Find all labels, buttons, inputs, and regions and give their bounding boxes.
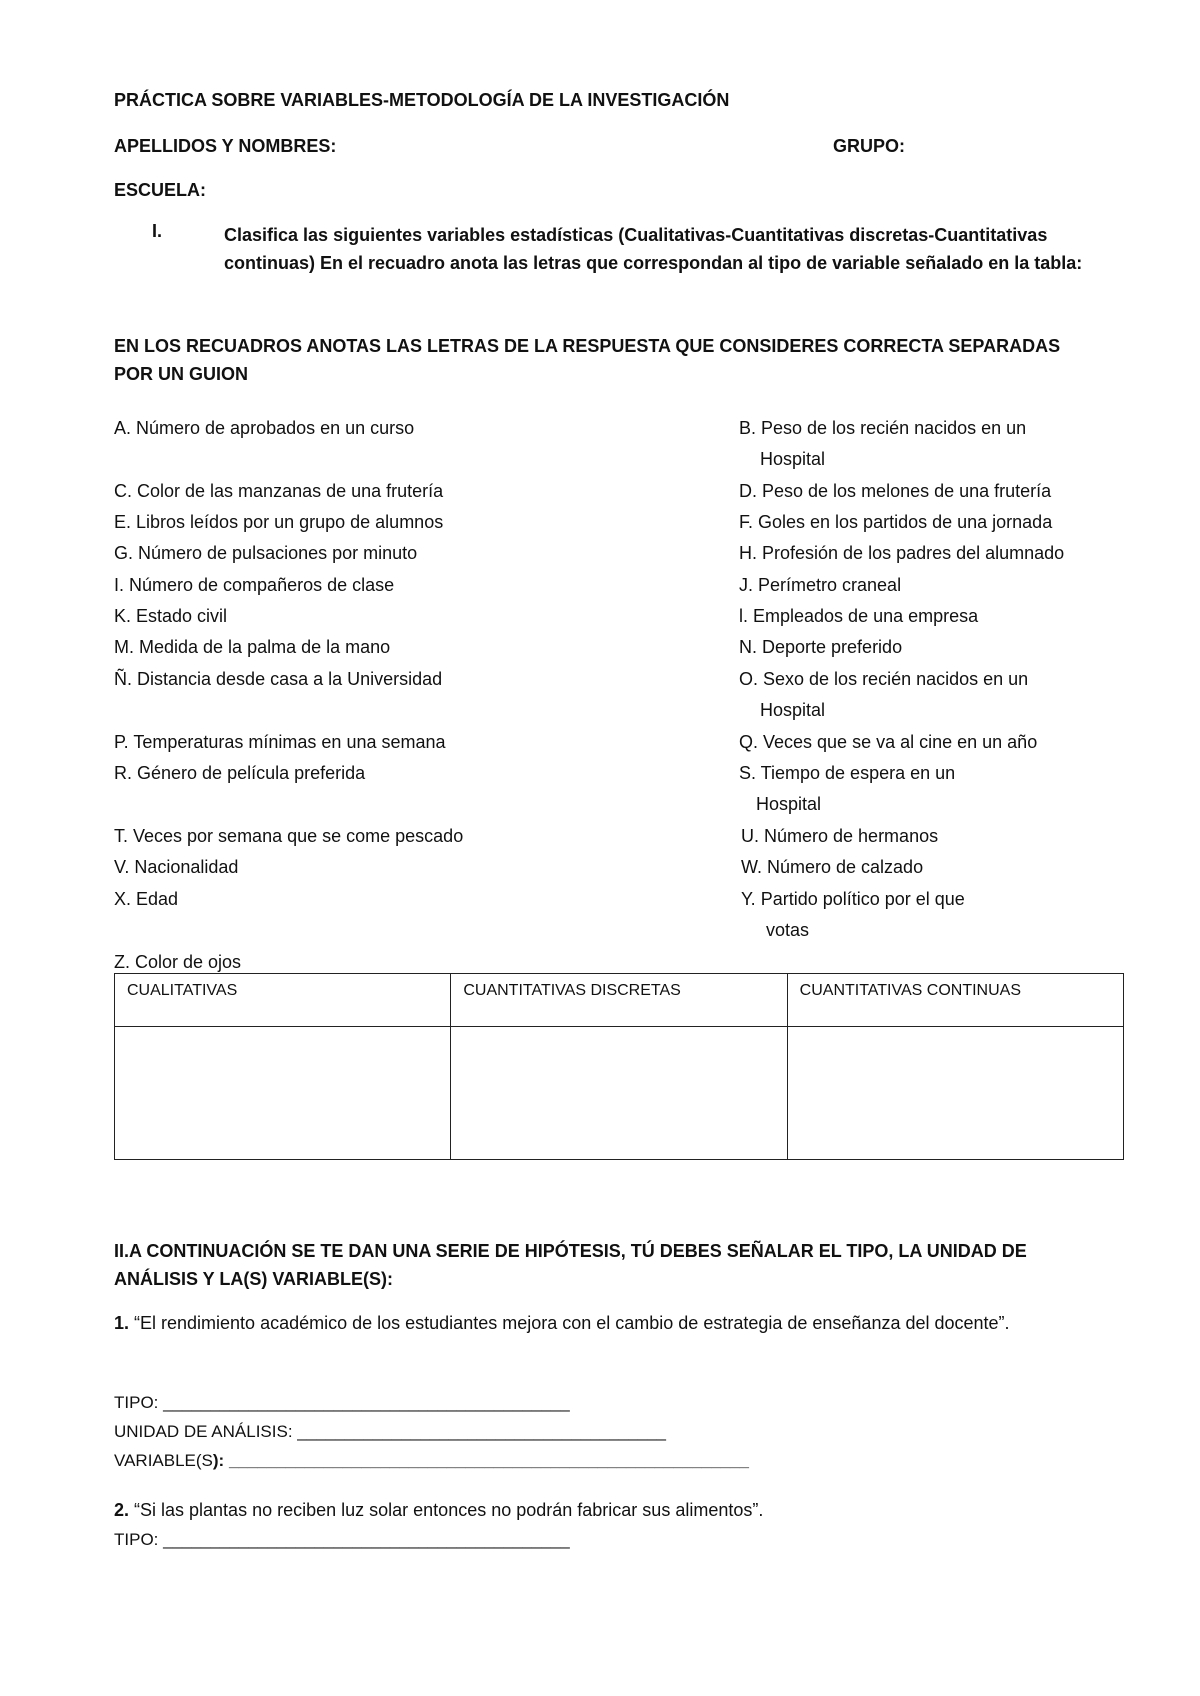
variable-label-close: ):: [212, 1451, 225, 1470]
worksheet-title: PRÁCTICA SOBRE VARIABLES-METODOLOGÍA DE LA INVESTIGACIÓN: [114, 90, 730, 110]
answer-cell-continuas[interactable]: [787, 1027, 1123, 1160]
hypothesis-2-number: 2.: [114, 1500, 130, 1520]
variable-z: Z. Color de ojos: [114, 952, 242, 972]
variable-j: J. Perímetro craneal: [739, 575, 902, 595]
header-cuantitativas-continuas: CUANTITATIVAS CONTINUAS: [787, 974, 1123, 1027]
variable-u: U. Número de hermanos: [741, 826, 939, 846]
variable-e: E. Libros leídos por un grupo de alumnos: [114, 512, 444, 532]
variable-r: R. Género de película preferida: [114, 763, 366, 783]
header-cuantitativas-discretas: CUANTITATIVAS DISCRETAS: [451, 974, 787, 1027]
tipo-label: TIPO:: [114, 1393, 164, 1412]
variable-q: Q. Veces que se va al cine en un año: [739, 732, 1038, 752]
section1-numeral: I.: [152, 221, 163, 241]
variable-b: B. Peso de los recién nacidos en un: [739, 418, 1027, 438]
section1-instructions: Clasifica las siguientes variables estadísticas (Cualitativas-Cuantitativas discretas-Cuantitativas continuas) En el recuadro anota las letras que correspondan al tipo de variable señalado en la tabla:: [224, 225, 1083, 273]
answer-cell-cualitativas[interactable]: [115, 1027, 451, 1160]
variable-k: K. Estado civil: [114, 606, 228, 626]
hypothesis-2: [114, 1496, 1104, 1525]
variable-m: M. Medida de la palma de la mano: [114, 637, 391, 657]
variable-g: G. Número de pulsaciones por minuto: [114, 543, 418, 563]
tipo-field-1[interactable]: [114, 1393, 570, 1413]
variable-x: X. Edad: [114, 889, 179, 909]
variable-label: VARIABLE(S: [114, 1451, 213, 1470]
school-label: ESCUELA:: [114, 180, 207, 200]
variable-o: O. Sexo de los recién nacidos en un: [739, 669, 1029, 689]
tipo2-blank[interactable]: ___________________________________________: [163, 1530, 570, 1549]
variable-p: P. Temperaturas mínimas en una semana: [114, 732, 446, 752]
variable-h: H. Profesión de los padres del alumnado: [739, 543, 1065, 563]
variable-t: T. Veces por semana que se come pescado: [114, 826, 464, 846]
hypothesis-1: [114, 1309, 1104, 1338]
hypothesis-1-number: 1.: [114, 1313, 130, 1333]
name-label: APELLIDOS Y NOMBRES:: [114, 136, 337, 156]
variable-o-cont: Hospital: [760, 700, 826, 720]
hypothesis-2-text: “Si las plantas no reciben luz solar entonces no podrán fabricar sus alimentos”.: [129, 1500, 764, 1520]
variable-w: W. Número de calzado: [741, 857, 924, 877]
hypothesis-1-text: “El rendimiento académico de los estudiantes mejora con el cambio de estrategia de enseñanza del docente”.: [129, 1313, 1010, 1333]
variable-s-cont: Hospital: [756, 794, 822, 814]
variable-blank[interactable]: _______________________________________________________: [224, 1451, 749, 1470]
variable-n: N. Deporte preferido: [739, 637, 903, 657]
group-label: GRUPO:: [833, 136, 905, 156]
variable-field[interactable]: [114, 1451, 749, 1471]
variable-enye: Ñ. Distancia desde casa a la Universidad: [114, 669, 443, 689]
variable-b-cont: Hospital: [760, 449, 826, 469]
answer-cell-discretas[interactable]: [451, 1027, 787, 1160]
variable-c: C. Color de las manzanas de una frutería: [114, 481, 444, 501]
variable-y-cont: votas: [766, 920, 810, 940]
variable-a: A. Número de aprobados en un curso: [114, 418, 415, 438]
variable-i: I. Número de compañeros de clase: [114, 575, 395, 595]
variable-l: l. Empleados de una empresa: [739, 606, 979, 626]
header-cualitativas: CUALITATIVAS: [115, 974, 451, 1027]
tipo2-label: TIPO:: [114, 1530, 164, 1549]
unidad-label: UNIDAD DE ANÁLISIS:: [114, 1422, 298, 1441]
answer-instruction: EN LOS RECUADROS ANOTAS LAS LETRAS DE LA RESPUESTA QUE CONSIDERES CORRECTA SEPARADAS POR UN GUION: [114, 336, 1061, 384]
variable-d: D. Peso de los melones de una frutería: [739, 481, 1052, 501]
variable-v: V. Nacionalidad: [114, 857, 239, 877]
unidad-blank[interactable]: _______________________________________: [297, 1422, 667, 1441]
section2-heading: II.A CONTINUACIÓN SE TE DAN UNA SERIE DE HIPÓTESIS, TÚ DEBES SEÑALAR EL TIPO, LA UNIDAD DE ANÁLISIS Y LA(S) VARIABLE(S):: [114, 1241, 1027, 1289]
classification-table: [114, 973, 1124, 1160]
tipo-blank[interactable]: ___________________________________________: [163, 1393, 570, 1412]
unidad-field[interactable]: [114, 1422, 666, 1442]
tipo-field-2[interactable]: [114, 1530, 570, 1550]
variable-y: Y. Partido político por el que: [741, 889, 965, 909]
variable-f: F. Goles en los partidos de una jornada: [739, 512, 1053, 532]
variable-s: S. Tiempo de espera en un: [739, 763, 956, 783]
